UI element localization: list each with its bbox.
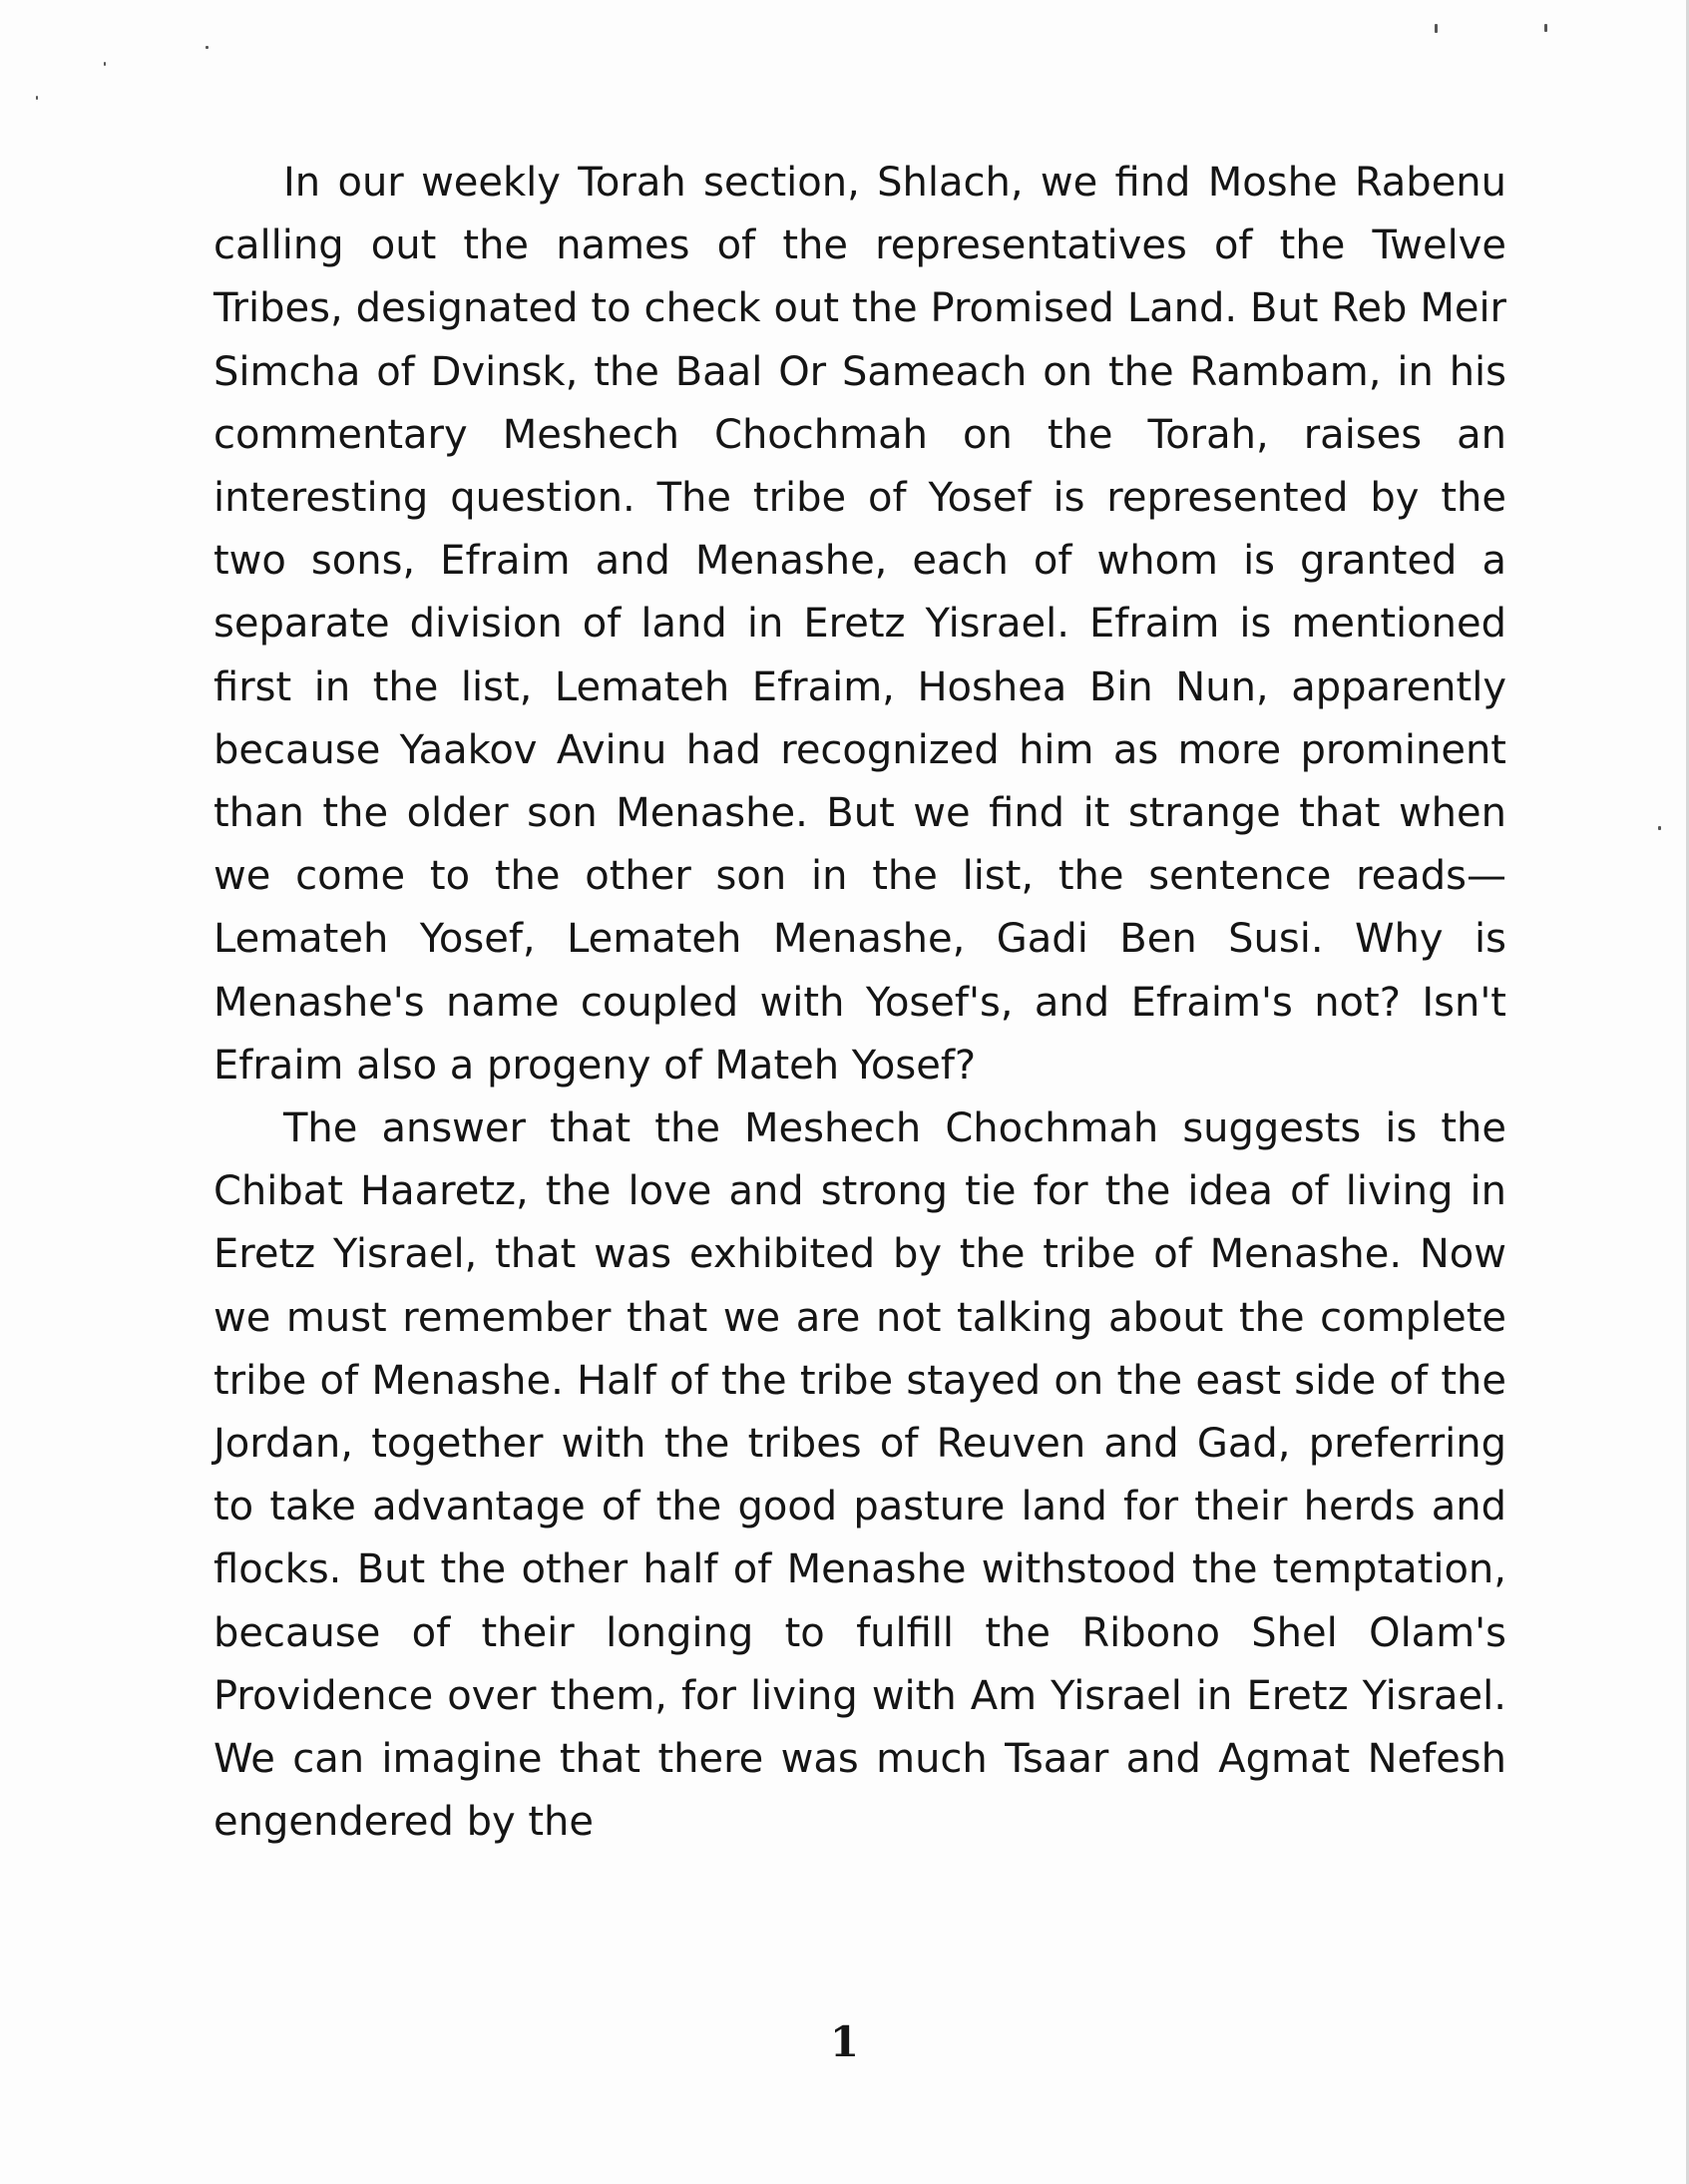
paragraph-1: In our weekly Torah section, Shlach, we find Moshe Rabenu calling out the names of the representatives of the Twelve Tribes, designated to check out the Promised Land. But Reb Meir Simcha of Dvinsk, the Baal Or Sameach on the Rambam, in his commentary Meshech Chochmah on the Torah, raises an interesting question. The tribe of Yosef is represented by the two sons, Efraim and Menashe, each of whom is granted a separate division of land in Eretz Yisrael. Efraim is mentioned first in the list, Lemateh Efraim, Hoshea Bin Nun, apparently because Yaakov Avinu had recognized him as more prominent than the older son Menashe. But we find it strange that when we come to the other son in the list, the sentence reads— Lemateh Yosef, Lemateh Menashe, Gadi Ben Susi. Why is Menashe's name coupled with Yosef's, and Efraim's not? Isn't Efraim also a progeny of Mateh Yosef? [213,160,1506,1089]
scan-speck [1658,826,1661,830]
body-text [213,152,1506,1854]
scan-speck [1544,24,1547,32]
paragraph-2: The answer that the Meshech Chochmah suggests is the Chibat Haaretz, the love and strong tie for the idea of living in Eretz Yisrael, that was exhibited by the tribe of Menashe. Now we must remember that we are not talking about the complete tribe of Menashe. Half of the tribe stayed on the east side of the Jordan, together with the tribes of Reuven and Gad, preferring to take advantage of the good pasture land for their herds and flocks. But the other half of Menashe withstood the temptation, because of their longing to fulfill the Ribono Shel Olam's Providence over them, for living with Am Yisrael in Eretz Yisrael. We can imagine that there was much Tsaar and Agmat Nefesh engendered by the [213,1105,1506,1846]
scan-speck [1435,24,1438,33]
page-number: 1 [829,2017,860,2066]
scan-speck [206,46,209,49]
scan-speck [104,62,106,66]
scan-speck [36,96,38,100]
